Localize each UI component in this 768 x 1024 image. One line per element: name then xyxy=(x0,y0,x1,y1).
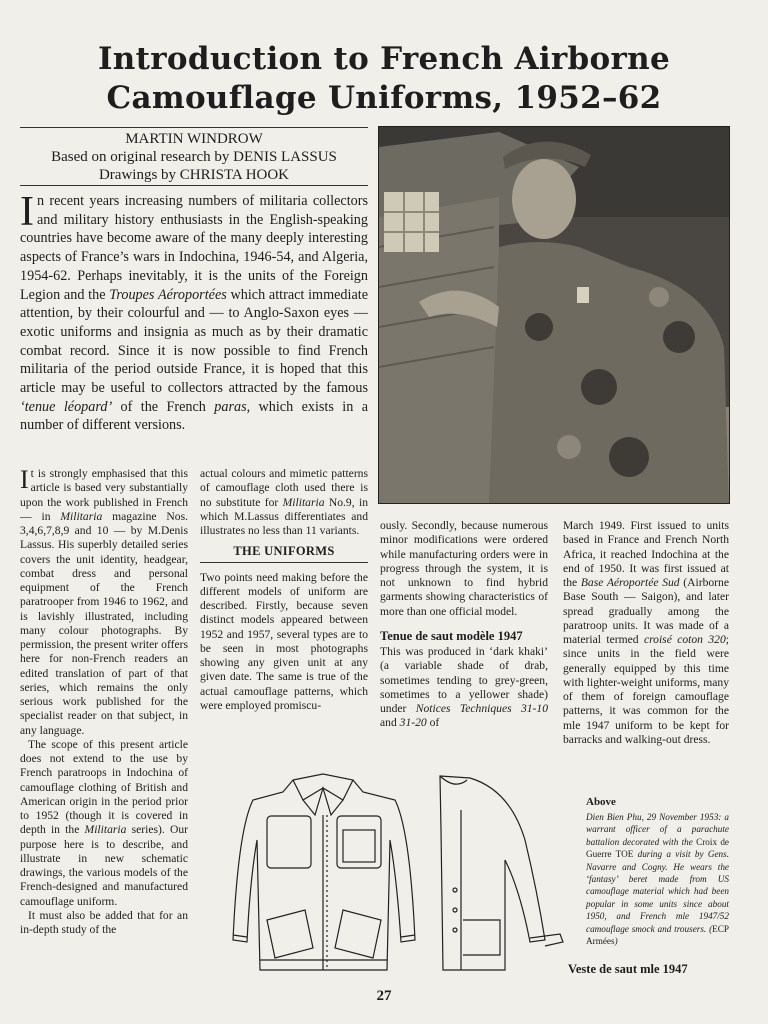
byline-rule-top xyxy=(20,127,368,128)
col3-text: This was produced in ‘dark khaki’ (a variable shade of drab, sometimes tending to grey-green, sometimes to a yellower shade) under xyxy=(380,645,548,715)
col4-italic: croisé coton 320 xyxy=(643,633,726,646)
col3-text: and xyxy=(380,716,400,730)
column-2 xyxy=(200,467,368,713)
col1-text: t is strongly emphasised that this article is based very substantially upon the work published in French — in xyxy=(20,467,188,523)
col2-text: actual colours and mimetic patterns of camouflage cloth used there is no substitute for xyxy=(200,467,368,509)
col2-paragraph: Two points need making before the different models of uniform are described. Firstly, because seven distinct models appeared between 1952 and 1957, several types are to be seen in most photographs showing any given unit at any given date. The same is true of the actual camouflage patterns, which were employed promiscu- xyxy=(200,570,368,712)
caption-heading: Above xyxy=(586,796,616,808)
intro-italic: paras xyxy=(214,398,247,415)
col4-paragraph xyxy=(563,519,729,747)
col1-italic: Militaria xyxy=(84,823,127,837)
col1-paragraph xyxy=(20,467,188,738)
col4-text: March 1949. First issued to units based in France and French North Africa, it reached Indochina at the end of 1950. It was first issued at the xyxy=(563,519,729,589)
page-number: 27 xyxy=(376,988,392,1004)
caption-roman: ECP Armées xyxy=(586,923,729,947)
intro-italic: ‘tenue léopard’ xyxy=(20,398,113,415)
author-name: MARTIN WINDROW xyxy=(125,131,263,147)
caption-text: Dien Bien Phu, 29 November 1953: a warrant officer of a parachute battalion decorated with the xyxy=(586,812,729,847)
caption-text: during a visit by Gens. Navarre and Cogny. He wears the ‘fantasy’ beret made from US camouflage material which had been popular in some units since about 1950, and French mle 1947/52 camouflage smock and trousers. ( xyxy=(586,849,730,934)
col3-italic: 31-20 xyxy=(399,716,427,730)
intro-text: , which exists in a number of different versions. xyxy=(20,398,368,434)
col2-italic: Militaria xyxy=(282,495,325,509)
intro-text: of the French xyxy=(112,398,215,415)
col3-paragraph: ously. Secondly, because numerous minor modifications were ordered while manufacturing orders were in progress through the system, it is not unknown to find hybrid garments showing characteristics of more than one official model. xyxy=(380,519,548,618)
col1-italic: Militaria xyxy=(60,509,103,523)
section-heading-uniforms: THE UNIFORMS xyxy=(200,544,368,562)
jacket-side xyxy=(440,776,563,970)
article-title xyxy=(40,40,728,118)
photo-caption xyxy=(586,796,729,947)
intro-text: which attract immediate attention, by their colourful and — to Anglo-Saxon eyes — exotic uniforms and insignia as much as by their dramatic combat record. Since it is now possible to find French militaria of the period outside France, it is hoped that this article may be useful to collectors attracted by the famous xyxy=(20,286,368,397)
col4-italic: Base Aéroportée Sud xyxy=(580,576,680,589)
col1-paragraph xyxy=(20,738,188,909)
col4-text: (Airborne Base South — Saigon), and later spread gradually among the paratroop units. It was made of a material termed xyxy=(563,576,729,646)
drawing-label: Veste de saut mle 1947 xyxy=(568,962,688,976)
col1-text: magazine Nos. 3,4,6,7,8,9 and 10 — by M.Denis Lassus. His superbly detailed series covers the unit identity, headgear, combat dress and personal equipment of the French paratrooper from 1946 to 1962, and is lavishly illustrated, including many colour photographs. By permission, the present writer offers here for non-French readers an edited translation of part of that series, which remains the only serious work published for the specialist reader on that subject, in any language. xyxy=(20,509,188,737)
column-3 xyxy=(380,519,548,731)
drawings-credit: Drawings by CHRISTA HOOK xyxy=(98,167,290,183)
caption-body xyxy=(586,811,729,947)
title-line-1: Introduction to French Airborne xyxy=(97,41,671,77)
intro-dropcap: I xyxy=(20,189,34,235)
col1-text: The scope of this present article does not extend to the use by French paratroops in Indochina of camouflage clothing of British and American origin in the period prior to 1952 (though it is covered in depth in the xyxy=(20,737,188,837)
section-heading-tenue: Tenue de saut modèle 1947 xyxy=(380,628,523,643)
photo-illustration xyxy=(379,127,729,503)
col2-text: No.9, in which M.Lassus differentiates and illustrates no less than 11 variants. xyxy=(200,495,368,537)
byline xyxy=(20,130,368,184)
jacket-drawing xyxy=(205,770,575,980)
photo-paratrooper xyxy=(378,126,730,504)
caption-roman: Croix de Guerre TOE xyxy=(586,836,729,860)
column-1 xyxy=(20,467,188,937)
col1-dropcap: I xyxy=(20,465,29,494)
col3-text: of xyxy=(426,716,440,730)
research-credit: Based on original research by DENIS LASSUS xyxy=(51,149,337,165)
intro-text: n recent years increasing numbers of militaria collectors and military history enthusiasts in the English-speaking countries have become aware of the many deeply interesting aspects of France’s wars in Indochina, 1946-54, and Algeria, 1954-62. Perhaps inevitably, it is the units of the Foreign Legion and the xyxy=(20,193,368,303)
caption-text: ) xyxy=(614,936,618,947)
title-line-2: Camouflage Uniforms, 1952–62 xyxy=(106,80,662,116)
col3-italic: Notices Techniques 31-10 xyxy=(415,702,548,715)
col3-paragraph xyxy=(380,645,548,731)
column-4 xyxy=(563,519,729,747)
intro-paragraph xyxy=(20,189,368,435)
col1-paragraph: It must also be added that for an in-depth study of the xyxy=(20,908,188,936)
col2-paragraph xyxy=(200,467,368,538)
byline-rule-bottom xyxy=(20,185,368,186)
intro-italic: Troupes Aéroportées xyxy=(109,286,227,303)
col4-text: ; since units in the field were generally equipped by this time with lighter-weight uniforms, many of them of foreign camouflage patterns, it was common for the mle 1947 uniform to be kept for barracks and walking-out dress. xyxy=(563,633,729,746)
col1-text: series). Our purpose here is to describe, and illustrate in new schematic drawings, the various models of the French-designed and manufactured camouflage uniform. xyxy=(20,823,189,908)
jacket-front xyxy=(233,774,415,970)
